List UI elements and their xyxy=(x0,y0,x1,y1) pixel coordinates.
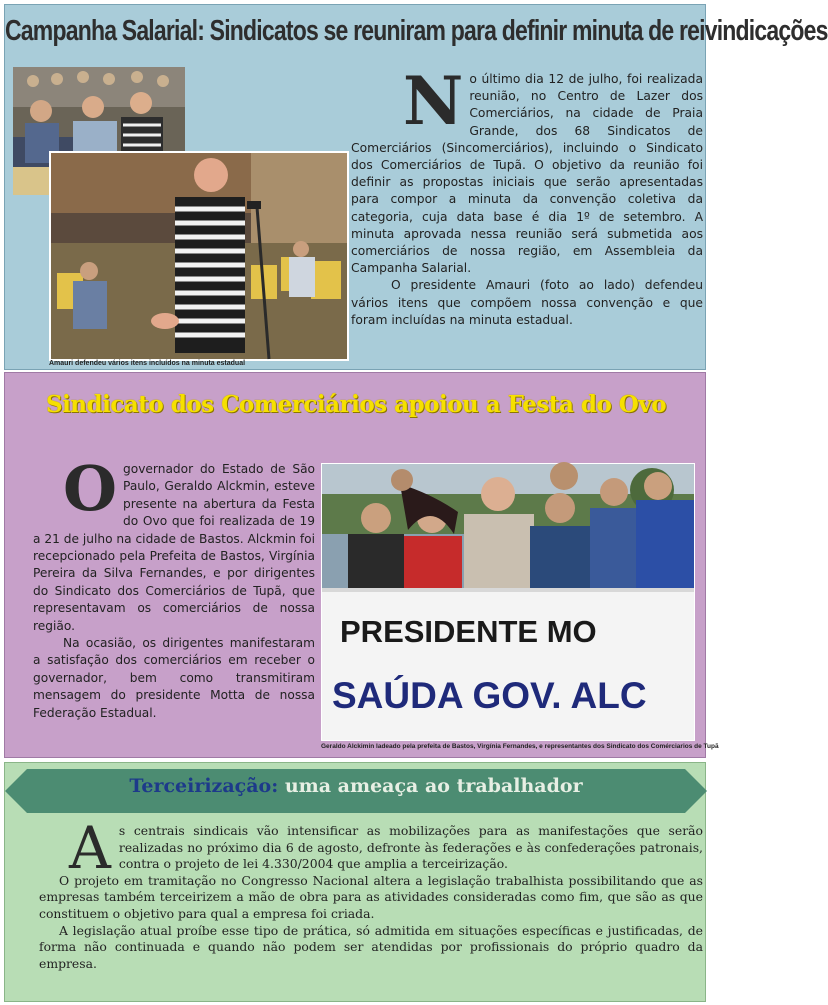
dropcap-letter: A xyxy=(69,814,111,882)
outsourcing-paragraph-3: A legislação atual proíbe esse tipo de prática, só admitida em situações específicas e justificadas, de forma não continuada e quando não podem ser atendidas por profissionais do próprio quadro da empresa. xyxy=(39,922,703,971)
banner-line-1: PRESIDENTE MO xyxy=(340,614,597,649)
salary-campaign-title: Campanha Salarial: Sindicatos se reuniram para definir minuta de reivindicações xyxy=(5,13,828,47)
governor-photo-caption: Geraldo Alckimin ladeado pela prefeita de Bastos, Virgínia Fernandes, e representantes dos Sindicato dos Comérciarios de Tupã xyxy=(321,743,719,750)
salary-campaign-paragraph-1: o último dia 12 de julho, foi realizada reunião, no Centro de Lazer dos Comerciários, na cidade de Praia Grande, dos 68 Sindicatos de Comerciários (Sincomerciários), incluindo o Sindicato dos Comerciários de Tupã. O objetivo da reunião foi definir as propostas iniciais que serão apresentadas para compor a minuta da convenção coletiva da categoria, cuja data base é dia 1º de setembro. A minuta aprovada nessa reunião será submetida aos comerciários de nossa região, em Assembleia da Campanha Salarial. xyxy=(351,72,703,276)
salary-campaign-section xyxy=(4,4,828,370)
dropcap-letter: N xyxy=(403,62,464,140)
egg-festival-body xyxy=(33,452,315,722)
egg-festival-paragraph-2: Na ocasião, os dirigentes manifestaram a satisfação dos comerciários em receber o governador, bem como transmitiram mensagem do presidente Motta de nossa Federação Estadual. xyxy=(33,636,315,720)
banner-line-2: SAÚDA GOV. ALC xyxy=(332,675,647,716)
governor-group-photo xyxy=(321,463,695,741)
outsourcing-paragraph-1: s centrais sindicais vão intensificar as mobilizações para as manifestações que serão realizadas no próximo dia 6 de agosto, defronte às federações e às confederações patronais, contra o projeto de lei 4.330/2004 que amplia a terceirização. xyxy=(118,823,703,872)
dropcap-letter: O xyxy=(63,452,118,525)
salary-campaign-paragraph-2: O presidente Amauri (foto ao lado) defendeu vários itens que compõem nossa convenção e que foram incluídas na minuta estadual. xyxy=(351,278,703,327)
egg-festival-section xyxy=(4,372,719,758)
egg-festival-paragraph-1: governador do Estado de São Paulo, Geraldo Alckmin, esteve presente na abertura da Festa do Ovo que foi realizada de 19 a 21 de julho na cidade de Bastos. Alckmin foi recepcionado pela Prefeita de Bastos, Virgínia Pereira da Silva Fernandes, e por dirigentes do Sindicato dos Comerciários de Tupã, que representavam os comerciários de nossa região. xyxy=(33,462,315,633)
outsourcing-title-keyword: Terceirização: xyxy=(129,775,279,797)
outsourcing-paragraph-2: O projeto em tramitação no Congresso Nacional altera a legislação trabalhista possibilitando que as empresas também terceirizem a mão de obra para as atividades consideradas como fim, que são as que constituem o objetivo para qual a empresa foi criada. xyxy=(39,872,703,921)
amauri-photo-caption: Amauri defendeu vários itens incluídos na minuta estadual xyxy=(49,360,246,367)
egg-festival-title: Sindicato dos Comerciários apoiou a Festa do Ovo xyxy=(45,391,667,418)
amauri-speaking-photo xyxy=(49,151,349,361)
salary-campaign-body xyxy=(351,62,703,329)
outsourcing-title xyxy=(5,775,707,797)
outsourcing-body xyxy=(39,814,703,972)
outsourcing-section xyxy=(4,762,706,1002)
outsourcing-title-rest: uma ameaça ao trabalhador xyxy=(278,775,583,797)
